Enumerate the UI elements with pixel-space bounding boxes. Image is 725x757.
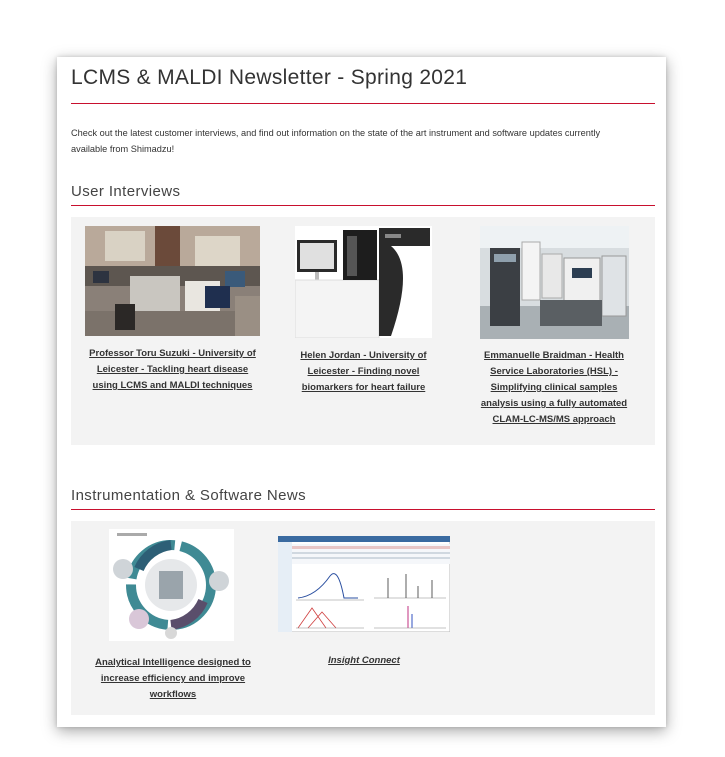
user-interviews-heading: User Interviews: [71, 183, 181, 200]
interview-braidman-photo[interactable]: [480, 226, 629, 339]
intro-text: Check out the latest customer interviews, and find out information on the state of the art instrument and software updates currently available from Shimadzu!: [71, 128, 601, 154]
insight-connect-image[interactable]: [278, 536, 450, 632]
instrumentation-news-divider: [71, 509, 655, 510]
interview-jordan-photo[interactable]: [295, 226, 432, 338]
analytical-intelligence-link[interactable]: Analytical Intelligence designed to increase efficiency and improve workflows: [95, 657, 251, 700]
insight-connect-link[interactable]: Insight Connect: [328, 655, 400, 666]
instrumentation-news-heading: Instrumentation & Software News: [71, 487, 306, 504]
user-interviews-panel: [71, 217, 655, 445]
title-divider: [71, 103, 655, 104]
interview-jordan-link[interactable]: Helen Jordan - University of Leicester - Finding novel biomarkers for heart failure: [300, 350, 427, 393]
interview-suzuki-link[interactable]: Professor Toru Suzuki - University of Leicester - Tackling heart disease using LCMS and MALDI techniques: [89, 348, 256, 391]
newsletter-content: [71, 57, 655, 727]
interview-suzuki-photo[interactable]: [85, 226, 260, 336]
page-title: LCMS & MALDI Newsletter - Spring 2021: [71, 66, 468, 89]
newsletter-card: [57, 57, 666, 727]
instrumentation-news-panel: [71, 521, 655, 715]
user-interviews-divider: [71, 205, 655, 206]
analytical-intelligence-image[interactable]: [109, 529, 234, 641]
interview-braidman-link[interactable]: Emmanuelle Braidman - Health Service Laboratories (HSL) - Simplifying clinical samples analysis using a fully automated CLAM-LC-MS/MS approach: [480, 350, 628, 425]
